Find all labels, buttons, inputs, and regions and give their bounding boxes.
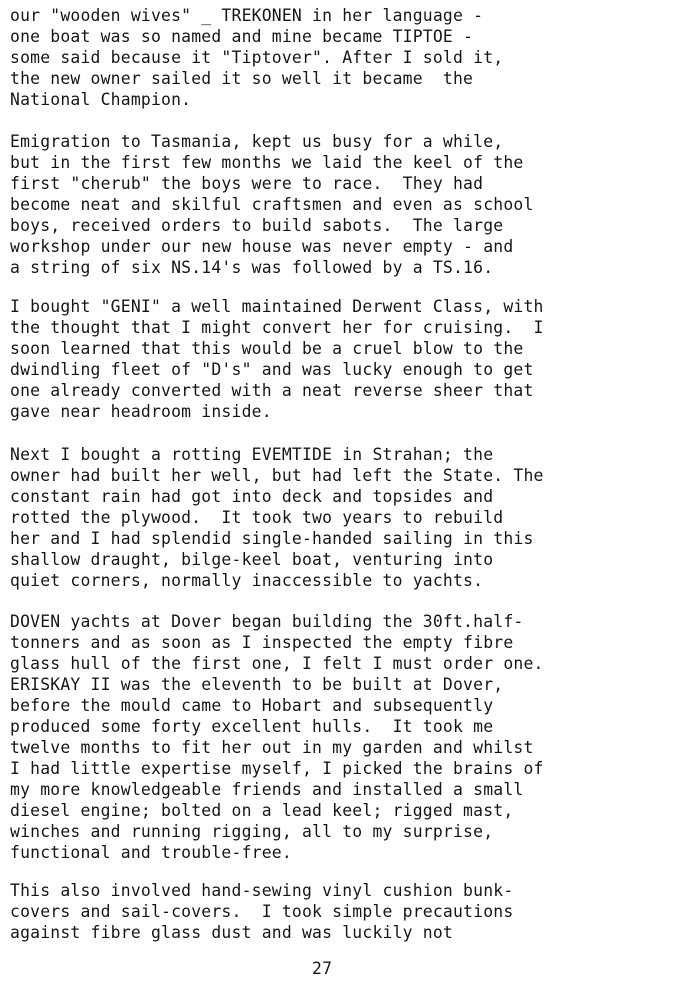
paragraph-2 [10, 131, 686, 278]
text-line: boys, received orders to build sabots. The large [10, 216, 504, 235]
text-line: shallow draught, bilge-keel boat, venturing into [10, 550, 494, 569]
text-line: glass hull of the first one, I felt I must order one. [10, 654, 544, 673]
text-line: workshop under our new house was never empty - and [10, 237, 514, 256]
text-line: This also involved hand-sewing vinyl cushion bunk- [10, 881, 514, 900]
text-line: her and I had splendid single-handed sailing in this [10, 529, 534, 548]
text-line: twelve months to fit her out in my garden and whilst [10, 738, 534, 757]
text-line: functional and trouble-free. [10, 843, 292, 862]
paragraph-5 [10, 611, 686, 863]
text-line: first "cherub" the boys were to race. They had [10, 174, 484, 193]
text-line: Emigration to Tasmania, kept us busy for a while, [10, 132, 504, 151]
text-line: soon learned that this would be a cruel blow to the [10, 339, 524, 358]
text-line: owner had built her well, but had left the State. The [10, 466, 544, 485]
text-line: I bought "GENI" a well maintained Derwent Class, with [10, 297, 544, 316]
text-line: my more knowledgeable friends and installed a small [10, 780, 524, 799]
text-line: diesel engine; bolted on a lead keel; rigged mast, [10, 801, 514, 820]
text-line: tonners and as soon as I inspected the empty fibre [10, 633, 514, 652]
text-line: I had little expertise myself, I picked the brains of [10, 759, 544, 778]
text-line: become neat and skilful craftsmen and even as school [10, 195, 534, 214]
text-line: produced some forty excellent hulls. It took me [10, 717, 494, 736]
text-line: a string of six NS.14's was followed by a TS.16. [10, 258, 494, 277]
paragraph-1 [10, 5, 686, 110]
page-number: 27 [312, 959, 333, 978]
paragraph-3 [10, 296, 686, 422]
text-line: our "wooden wives" _ TREKONEN in her language - [10, 6, 484, 25]
text-line: but in the first few months we laid the keel of the [10, 153, 524, 172]
text-line: covers and sail-covers. I took simple precautions [10, 902, 514, 921]
text-line: the thought that I might convert her for cruising. I [10, 318, 544, 337]
text-line: dwindling fleet of "D's" and was lucky enough to get [10, 360, 534, 379]
text-line: one boat was so named and mine became TIPTOE - [10, 27, 474, 46]
text-line: Next I bought a rotting EVEMTIDE in Strahan; the [10, 445, 494, 464]
text-line: ERISKAY II was the eleventh to be built at Dover, [10, 675, 504, 694]
text-line: National Champion. [10, 90, 192, 109]
text-line: winches and running rigging, all to my surprise, [10, 822, 494, 841]
text-line: against fibre glass dust and was luckily not [10, 923, 453, 942]
text-line: one already converted with a neat reverse sheer that [10, 381, 534, 400]
text-line: constant rain had got into deck and topsides and [10, 487, 494, 506]
text-line: gave near headroom inside. [10, 402, 272, 421]
text-line: rotted the plywood. It took two years to rebuild [10, 508, 504, 527]
text-line: the new owner sailed it so well it became the [10, 69, 474, 88]
paragraph-4 [10, 444, 686, 591]
text-line: before the mould came to Hobart and subsequently [10, 696, 494, 715]
text-line: DOVEN yachts at Dover began building the 30ft.half- [10, 612, 524, 631]
text-line: some said because it "Tiptover". After I sold it, [10, 48, 504, 67]
paragraph-6 [10, 880, 686, 943]
text-line: quiet corners, normally inaccessible to yachts. [10, 571, 484, 590]
